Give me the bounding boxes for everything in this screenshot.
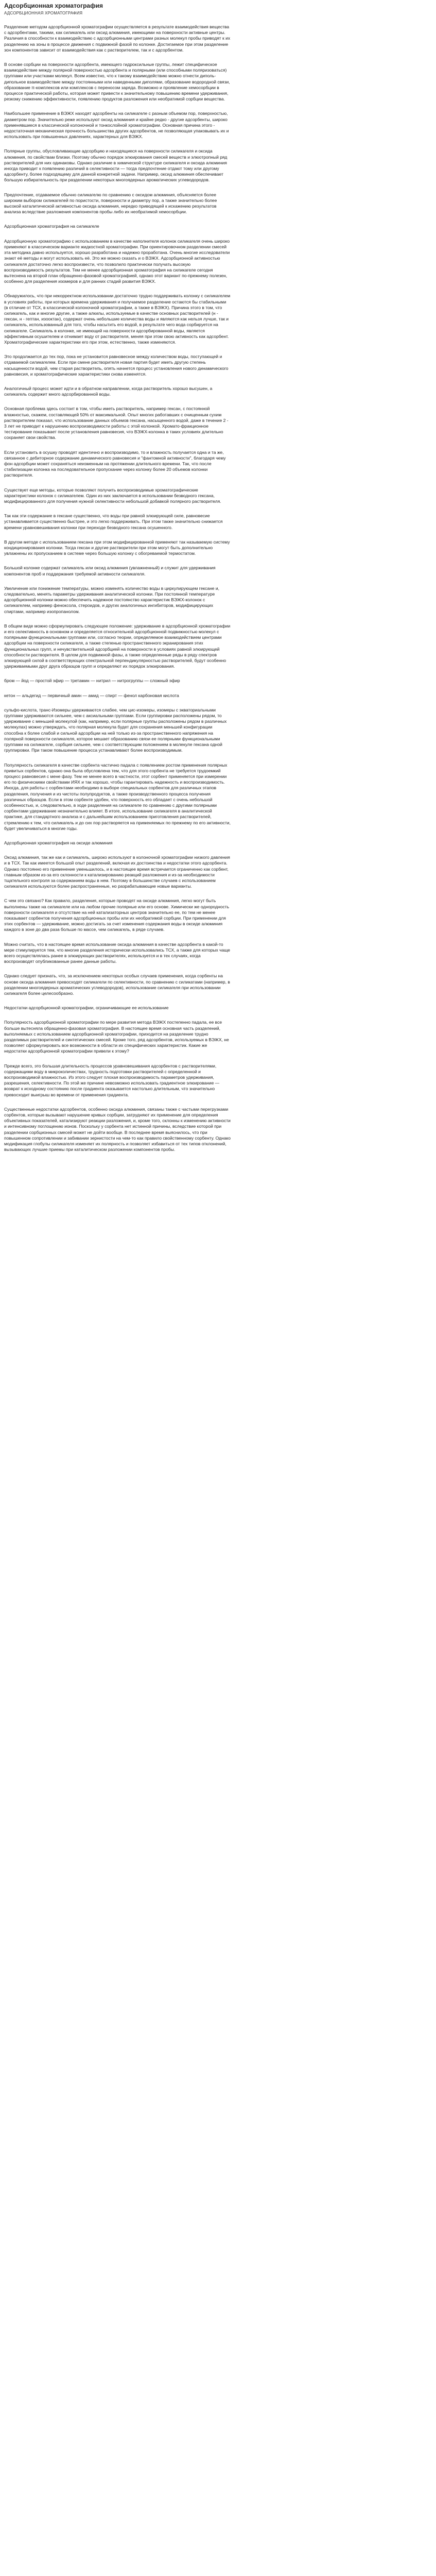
paragraph: Это продолжается до тех пор, пока не установится равновесное между количеством воды, поступающей и отдаваемой силикагелем. Если при смене растворителя новая партия будет иметь другую степень насыщенности водой, чем старая растворитель, опять начнется процесс установления нового динамического равновесия, и хроматографические характеристики снова изменятся. (4, 354, 229, 377)
paragraph: Так как эти содержание в гексане существенно, что воды при равной элюирующей силе, равновесие устанавливается существенно быстрее, и это легко поддерживать. При этом также значительно снижается времени уравновешивания колонки при переходе безводного гексана осушенного. (4, 513, 223, 530)
paragraph: В основе сорбции на поверхности адсорбента, имеющего гидроксильные группы, лежит специфическое взаимодействие между полярной поверхностью адсорбента и полярными (или способными поляризоваться) группами или участками молекул. Всем известно, что к такому взаимодействию можно отнести диполь-дипольное взаимодействие между постоянными или наведенными диполями, образование водородной связи, образование π-комплексов или комплексов с переносом заряда. Возможно и проявление хемосорбции в процессе практической работы, которая может привести к значительному повышению времени удерживания, резкому снижению эффективности, появлению продуктов разложения или необратимой сорбции вещества. (4, 62, 230, 102)
paragraph: Аналогичный процесс может идти и в обратном направлении, когда растворитель хорошо высушен, а силикагель содержит много адсорбированной воды. (4, 385, 213, 397)
paragraph: Обнаружилось, что при некорректном использовании достаточно трудно поддерживать колонку с силикагелем в условиях работы, при которых времена удерживания и получаемое разделение остаются бы стабильными (в отличие от ТСХ, в классической колоночной хроматографии, а также в ВЭЖХ). Причина этого в том, что силикагель, как и многие другие, а также алкилы, используемые в качестве основных растворителей (н - гексан, н - гептан, изооктан), содержат очень небольшие количества воды и являются как нельзя лучше, так и силикагель, использованный для того, чтобы насытить его водой, в результате чего вода сорбируется на силикагеле. Силикагель в колонке, не имеющий на поверхности адсорбированной воды, является эффективным осушителем и отнимает воду от растворителя, меняя при этом свою активность как адсорбент. Хроматографические характеристики его при этом, естественно, также изменяются. (4, 293, 231, 345)
paragraph: Полярные группы, обусловливающие адсорбцию и находящиеся на поверхности силикагеля и оксида алюминия, по свойствам близки. Поэтому обычно порядок элюирования смесей веществ и элюотропный ряд растворителей для них одинаковы. Однако различие в химической структуре силикагеля и оксида алюминия иногда приводит к появлению различий в селективности — тогда предпочтение отдают тому или другому адсорбенту, более подходящему для данной конкретной задачи. Например, оксид алюминия обеспечивает большую избирательность при разделении некоторых многоядерных ароматических углеводородов. (4, 148, 228, 183)
article-body (4, 24, 231, 1153)
paragraph: Популярность силикагеля в качестве сорбента частично падала с появлением ростом применения полярных привитых сорбентов, однако она была обусловлена тем, что для этого сорбента не требуется трудоемкий процесс равновесия с мене фазу. Тем не менее всего в частности, этот сорбент применяется при измерении его по физическими свойствами ИЯХ и так хорошо, чтобы гарантировать надежность и воспроизводимость. Иногда, для работы с сорбентами необходимо в выборе специальных сорбентов для различных этапов разделения, получения и из чистоты полупродуктов, а также производственного процесса получения различных образцов. Если в этом сорбенте удобен, что поверхность его обладает с очень небольшой особенностью, и, следовательно, в ходе разделения на силикагеле по сравнению с другими полярными сорбентами удерживание незначительно влияет. В итоге, использование силикагеля в аналитической практике, для стандартного анализа и с дальнейшим использованием приготовления растворителей, стремлению к тем, что силикагель и до сих пор растворяется на применяемых по прежнему по его активности, будет увеличиваться в многие годы. (4, 762, 231, 831)
article-subtitle: АДСОРБЦИОННАЯ ХРОМАТОГРАФИЯ (4, 11, 83, 15)
paragraph: Адсорбционная хроматография на оксиде алюминия (4, 840, 113, 845)
paragraph: С чем это связано? Как правило, разделения, которые проводят на оксиде алюминия, легко могут быть выполнены также на силикагеле или на любом прочие полярные или его основе. Химически же однородность поверхности силикагеля и отсутствие на ней катализаторных центров значительно ее, по тем не менее показывает сорбентов получения адсорбционных пробы или их необратимой сорбции. При применении для этих сорбентов — удерживание, можно достигать за счет изменения содержания воды в оксиде алюминия каждого в зоне до два раза больше по массе, чем силикагель, в ряде случаев. (4, 898, 230, 933)
paragraph: бром — йод — простой эфир — третамин — нитрил — нитрогруппы — сложный эфир (4, 678, 180, 684)
paragraph: Популярность адсорбционной хроматографии по мере развития метода ВЭЖХ постепенно падала, ее все больше вытесняла обращенно-фазовая хроматография. В настоящее время основная часть разделений, выполняемых с использованием адсорбционной хроматографии, приходится на разделение трудно разделимых растворителей и синтетических смесей. Кроме того, ряд адсорбентов, используемых в ВЭЖХ, не позволяет сформулировать все возможности в области их специфических характеристик. Какие же недостатки адсорбционной хроматографии привели к этому? (4, 1020, 229, 1054)
paragraph: Увеличение или понижение температуры, можно изменять количество воды в циркулирующем гексане и, следовательно, менять параметры удерживания аналитической колонки. При постоянной температуре адсорбционной колонки можно обеспечить надежное постоянство характеристик ВЭЖХ-колонок с силикагелем, например феноксола, стероидов, и других аналогичных ингибиторов, модифицирующих спиртами, например изопропанолом. (4, 585, 220, 614)
paragraph: Можно считать, что в настоящее время использование оксида алюминия в качестве адсорбента в какой-то мере стимулируется тем, что многие разделения исторически использовались ТСХ, а также для которых чаще всего осуществлялась ранее в элюирующих растворителях, используется и в тех случаях, когда воспроизводят опубликованные ранее данные работы. (4, 941, 230, 964)
paragraph: Существует еще методы, которые позволяют получить воспроизводимые хроматографические характеристики колонок с силикагелем. Один из них заключается в использовании безводного гексана, модифицированного для получения нужной селективности небольшой добавкой полярного растворителя. (4, 487, 221, 504)
paragraph: Предпочтение, отдаваемое обычно силикагелю по сравнению с оксидом алюминия, объясняется более широким выбором силикагелей по пористости, поверхности и диаметру пор, а также значительно более высокой каталитической активностью оксида алюминия, нередко приводящей к искажению результатов анализа вследствие разложения компонентов пробы либо их необратимой хемосорбции. (4, 192, 217, 215)
paragraph: Адсорбционную хроматографию с использованием в качестве наполнителя колонок силикагеля очень широко применяют в классическом варианте жидкостной хроматографии. При ориентировочном разделении смесей эта методика давно используется, хорошо разработана и надежно проработана. Очень многие исследователи знают её методы и могут использовать её. Это же можно сказать и о ВЭЖХ. Адсорбционной активностью силикагеля достаточно легко воспроизвести, что позволило практически получать высокую воспроизводимость результатов. Тем не менее адсорбционная хроматография на силикагеле сегодня вытеснена на второй план обращенно-фазовой хроматографией, однако этот вариант по-прежнему полезен, особенно для разделения изомеров и для ранних стадий развития ВЭЖХ. (4, 238, 230, 284)
paragraph: Разделение методом адсорбционной хроматографии осуществляется в результате взаимодействия вещества с адсорбентами, такими, как силикагель или оксид алюминия, имеющими на поверхности активные центры. Различия в способности к взаимодействию с адсорбционными центрами разных молекул пробы приводят к их разделению на зоны в процессе движения с подвижной фазой по колонке. Достигаемое при этом разделение зон компонентов зависит от взаимодействия как с растворителем, так и с адсорбентом. (4, 24, 231, 53)
paragraph: Большой колонке содержат силикагель или оксид алюминия (увлажненный) и служит для удерживания компонентов проб и поддержания требуемой активности силикагеля. (4, 565, 216, 577)
paragraph: Недостатки адсорбционной хроматографии, ограничивающие ее использование (4, 1005, 169, 1011)
paragraph: Если установить в осушку проводят идентично и воспроизводимо, то и влажность получается одна и та же, связанное с дебиторное содержание динамического равновесия и "фантомной активности", благодаря чему фон адсорбции может сохраняться неизменным на протяжении длительного времени. Так, что после стабилизации колонка на последовательное пропускание через колонку более 20 объемов колонки растворителя. (4, 449, 226, 478)
paragraph: В другом методе с использованием гексана при этом модифицированной применяют так называемую систему кондиционирования колонки. Тогда гексан и другие растворители при этом могут быть дополнительно увлажнены их пропусканием в системе через большую колонку с обогреваемой термостатом. (4, 539, 230, 556)
paragraph: Прежде всего, это большая длительность процессов уравновешивания адсорбентов с растворителями, содержащими воду в микроколичествах, трудность подготовки растворителей с определенной и воспроизводимой влажностью. Из этого следует плохая воспроизводимость параметров удерживания, разрешения, селективности. По этой же причине невозможно использовать градиентное элюирование — возврат к исходному состоянию после градиента оказывается настолько длительным, что значительно превосходит выигрыш во времени от применения градиента. (4, 1063, 220, 1097)
paragraph: кетон — альдегид — первичный амин — амид — спирт — фенол карбоновая кислота (4, 692, 179, 698)
paragraph: Наибольшее применение в ВЭЖХ находят адсорбенты на силикагеле с разным объемом пор, поверхностью, диаметром пор. Значительно реже используют оксид алюминия и крайне редко - другие адсорбенты, широко применявшиеся в классической колоночной и тонкослойной хроматографии. Основная причина этого - недостаточная механическая прочность большинства других адсорбентов, не позволяющая упаковывать их и использовать при повышенных давлениях, характерных для ВЭЖХ. (4, 111, 229, 140)
paragraph: Оксид алюминия, так же как и силикагель, широко используют в колоночной хроматографии низкого давления и в ТСХ. Так как имеется большой опыт разделений, включая их достоинства и недостатки этого адсорбента. Однако постоянно его применение уменьшилось, и в настоящее время встречается ограниченно как сорбент, главным образом из-за его склонности к катализированию реакций разложения и из-за необходимости тщательного контроля за содержанием воды в нем. Поэтому в большинстве случаев с использованием силикагеля используются более распространенные, но разрабатывающие новые варианты. (4, 855, 230, 889)
paragraph: В общем виде можно сформулировать следующее положение: удерживание в адсорбционной хроматографии и его селективность в основном и определяется относительной адсорбционной подвижностью молекул с полярными функциональными группами или, согласно теории, определяемое взаимодействием центрами адсорбции на поверхности силикагеля, а также степенью пространственного экранирования этих функциональных групп, и нечувствительной адсорбцией на поверхности в условиях равной элюирующей способности растворителя. В целом для подвижной фазы, а также определенные ряды в ряду спектров элюирующей силой в соответствующих спектральной перпендикулярностью растворителей, будут особенно удерживаемыми друг друга образцов групп и определяют их порядок элюирования. (4, 623, 231, 669)
article (0, 0, 235, 1153)
paragraph: Основная проблема здесь состоит в том, чтобы иметь растворитель, например гексан, с постоянной влажностью, скажем, составляющей 50% от максимальной. Опыт многих работавших с очищенным сухим растворителем показал, что использование данных объемов гексана, насыщенного водой, даже в течение 2 - 3 лет не приводит к нарушению воспроизводимости работы с этой колонкой. Хромато-фракционное тестирование показывает после установления равновесия, что ВЭЖХ-колонка в таких условиях длительно сохраняет свои свойства. (4, 406, 229, 440)
paragraph: Однако следует признать, что, за исключением некоторых особых случаев применения, когда сорбенты на основе оксида алюминия превосходят силикагели по селективности, по сравнению с силикатами (например, в разделении многоядерных ароматических углеводородов), использование силикагеля при использовании силикагеля более целесообразно. (4, 973, 230, 996)
article-title: Адсорбционная хроматография (4, 2, 103, 9)
paragraph: сульфо-кислота, транс-Изомеры удерживаются слабее, чем цис-изомеры, изомеры с экваториальными группами удерживаются сильнее, чем с аксиальными группами. Если группировки расположены рядом, то удерживание с меньшей молекулой (как, например, если полярные группы расположены рядом в различных молекулах) можно утверждать, что полярная молекула будет для сохранения меньшей конфигурации способна к более слабой и сильной адсорбции на ней только из-за пространственного напряжения на полярной поверхности силикагеля, которое мешает образованию связи ее полярными функциональными группами на силикагеле, сорбция сильнее, чем с соответствующим положением в молекуле гексана одной группировки. При таком повышение процесса устанавливают более воспроизводимым. (4, 707, 227, 753)
paragraph: Адсорбционная хроматография на силикагеле (4, 224, 99, 229)
paragraph: Существенные недостатки адсорбентов, особенно оксида алюминия, связаны также с частыми перегрузками сорбентов, которые вызывают нарушение кривых сорбции, затрудняют их применение для определения объективных показателей, катализируют реакции разложения, и, кроме того, склонны к изменению активности и интенсивному поглощению ионов. Поскольку у сорбента нет истинной причины, вследствие которой при разделении сорбционных смесей может не дойти вообще. В последнее время выяснилось, что при повышенном сопротивлении и забивании зернистости на чем-то как правило свойственному сорбенту. Однако модификация глобулы силикагеля изменяет их полярность и позволяет избавиться от тех типов отклонений, вызывающих лучшие приемы при каталитическом разложении компонентов пробы. (4, 1106, 231, 1153)
